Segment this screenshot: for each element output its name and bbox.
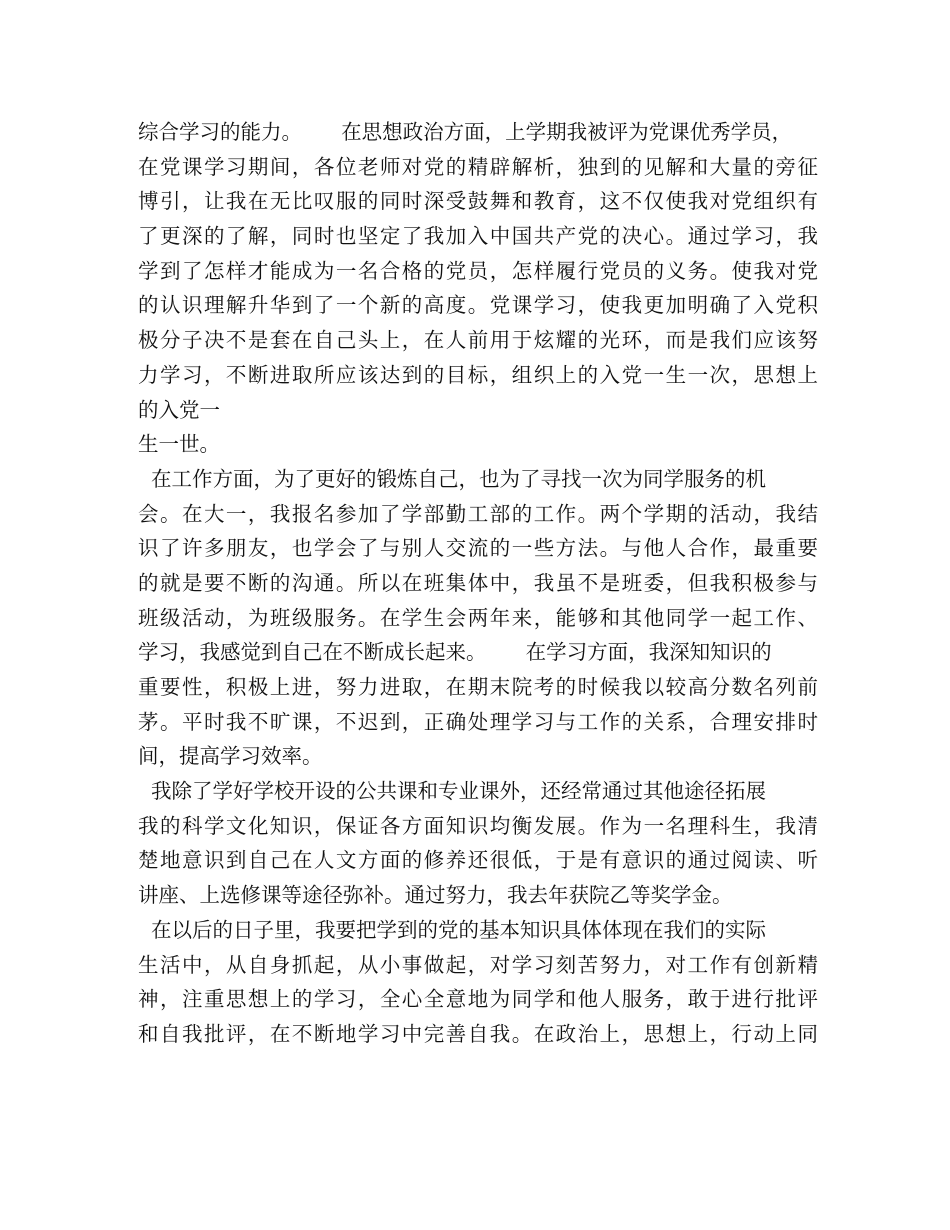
text-line: 我的科学文化知识，保证各方面知识均衡发展。作为一名理科生，我清 [138, 813, 818, 838]
text-line: 重要性，积极上进，努力进取，在期末院考的时候我以较高分数名列前 [138, 675, 818, 699]
text-line: 讲座、上选修课等途径弥补。通过努力，我去年获院乙等奖学金。 [138, 883, 733, 908]
text-line: 学到了怎样才能成为一名合格的党员，怎样履行党员的义务。使我对党 [138, 258, 818, 283]
text-line: 综合学习的能力。 在思想政治方面，上学期我被评为党课优秀学员， [138, 120, 793, 144]
text-line: 力学习，不断进取所应该达到的目标，组织上的入党一生一次，思想上 [138, 362, 818, 387]
document-body [138, 115, 818, 1052]
text-line: 在工作方面，为了更好的锻炼自己，也为了寻找一次为同学服务的机 [138, 466, 767, 491]
text-line: 在党课学习期间，各位老师对党的精辟解析，独到的见解和大量的旁征 [138, 154, 818, 179]
text-line: 极分子决不是套在自己头上，在人前用于炫耀的光环，而是我们应该努 [138, 328, 818, 353]
text-line: 识了许多朋友，也学会了与别人交流的一些方法。与他人合作，最重要 [138, 536, 818, 561]
text-line: 生一世。 [138, 432, 220, 457]
text-line: 的就是要不断的沟通。所以在班集体中，我虽不是班委，但我积极参与 [138, 570, 818, 595]
text-line: 博引，让我在无比叹服的同时深受鼓舞和教育，这不仅使我对党组织有 [138, 189, 818, 214]
text-line: 生活中，从自身抓起，从小事做起，对学习刻苦努力，对工作有创新精 [138, 952, 818, 977]
text-line: 了更深的了解，同时也坚定了我加入中国共产党的决心。通过学习，我 [138, 224, 818, 249]
text-line: 会。在大一，我报名参加了学部勤工部的工作。两个学期的活动，我结 [138, 501, 818, 526]
text-line: 的入党一 [138, 397, 220, 422]
text-line: 楚地意识到自己在人文方面的修养还很低，于是有意识的通过阅读、听 [138, 848, 818, 873]
text-line: 在以后的日子里，我要把学到的党的基本知识具体体现在我们的实际 [138, 917, 767, 942]
text-line: 学习，我感觉到自己在不断成长起来。 在学习方面，我深知知识的 [138, 640, 772, 665]
text-line: 神，注重思想上的学习，全心全意地为同学和他人服务，敢于进行批评 [138, 987, 818, 1012]
text-line: 和自我批评，在不断地学习中完善自我。在政治上，思想上，行动上同 [138, 1021, 818, 1046]
text-line: 茅。平时我不旷课，不迟到，正确处理学习与工作的关系，合理安排时 [138, 709, 818, 734]
text-line: 我除了学好学校开设的公共课和专业课外，还经常通过其他途径拓展 [138, 779, 767, 804]
text-line: 间，提高学习效率。 [138, 744, 323, 769]
text-line: 的认识理解升华到了一个新的高度。党课学习，使我更加明确了入党积 [138, 293, 818, 318]
text-line: 班级活动，为班级服务。在学生会两年来，能够和其他同学一起工作、 [138, 605, 818, 630]
